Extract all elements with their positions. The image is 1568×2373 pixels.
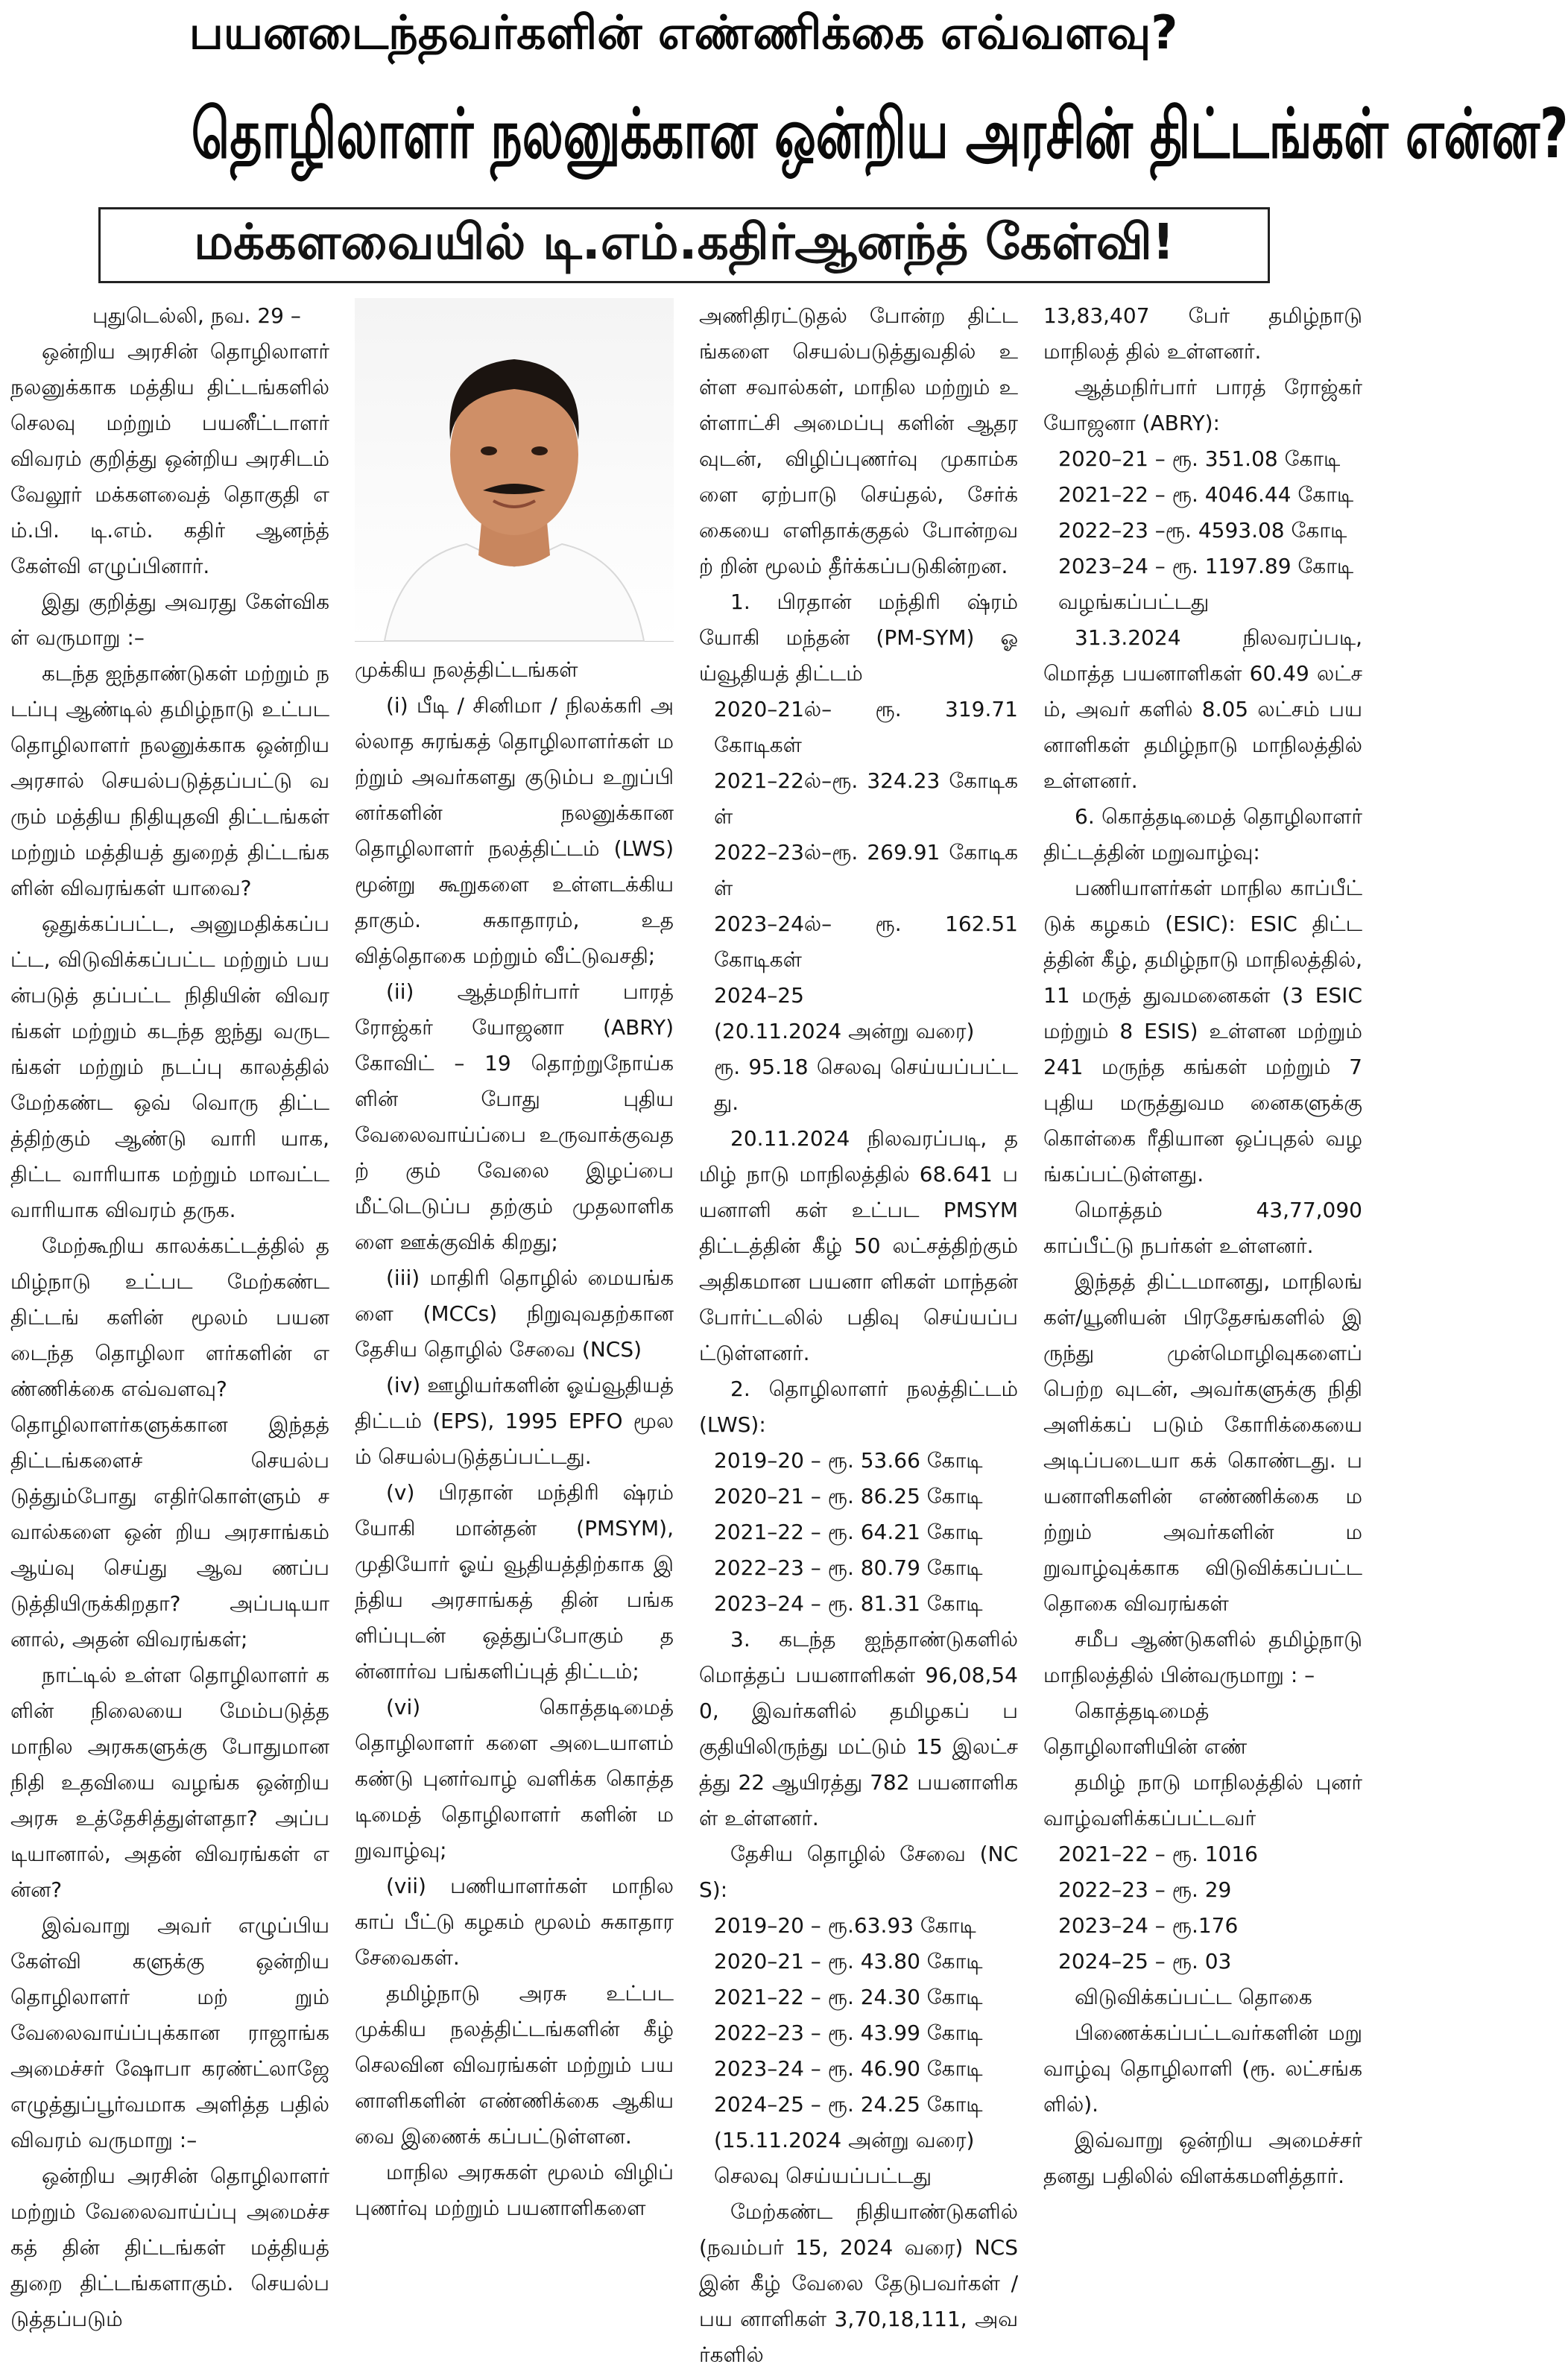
list-item: 2022–23 – ரூ. 80.79 கோடி [714, 1555, 983, 1580]
paragraph: மொத்தம் 43,77,090 காப்பீட்டு நபர்கள் உள்ளனர். [1043, 1198, 1362, 1258]
portrait-illustration [355, 298, 674, 641]
paragraph: தேசிய தொழில் சேவை (NCS): [699, 1842, 1018, 1902]
paragraph: விடுவிக்கப்பட்ட தொகை [1075, 1985, 1312, 2009]
article-column-4 [1043, 298, 1362, 2188]
article-column-2 [355, 298, 674, 2220]
paragraph: மேற்கூறிய காலக்கட்டத்தில் தமிழ்நாடு உட்பட மேற்கண்ட திட்டங் களின் மூலம் பயனடைந்த தொழிலா ளர்களின் எண்ணிக்கை எவ்வளவு? [10, 1233, 329, 1401]
paragraph: இந்தத் திட்டமானது, மாநிலங் கள்/யூனியன் பிரதேசங்களில் இருந்து முன்மொழிவுகளைப் பெற்ற வுடன், அவர்களுக்கு நிதி அளிக்கப் படும் கோரிக்கையை அடிப்படையா கக் கொண்டது. பயனாளிகளின் எண்ணிக்கை மற்றும் அவர்களின் மறுவாழ்வுக்காக விடுவிக்கப்பட்ட தொகை விவரங்கள் [1043, 1269, 1362, 1616]
paragraph: (iv) ஊழியர்களின் ஓய்வூதியத் திட்டம் (EPS), 1995 EPFO மூலம் செயல்படுத்தப்பட்டது. [355, 1373, 674, 1469]
paragraph: மாநில அரசுகள் மூலம் விழிப் புணர்வு மற்றும் பயனாளிகளை [355, 2160, 674, 2220]
list-item: 2021–22 – ரூ. 1016 [1058, 1842, 1258, 1866]
list-item: 2020–21 – ரூ. 43.80 கோடி [714, 1949, 983, 1974]
paragraph: மேற்கண்ட நிதியாண்டுகளில் (நவம்பர் 15, 2024 வரை) NCS இன் கீழ் வேலை தேடுபவர்கள் / பய னாளிகள் 3,70,18,111, அவர்களில் [699, 2199, 1018, 2367]
paragraph: 13,83,407 பேர் தமிழ்நாடு மாநிலத் தில் உள்ளனர். [1043, 303, 1362, 364]
list-item: 2023–24 – ரூ. 46.90 கோடி [714, 2056, 983, 2081]
list-item: 2022–23ல்–ரூ. 269.91 கோடிகள் [714, 840, 1018, 900]
list-item: செலவு செய்யப்பட்டது [714, 2164, 932, 2188]
dateline: புதுடெல்லி, நவ. 29 – [92, 303, 301, 328]
subhead-box [98, 207, 1270, 283]
paragraph: பணியாளர்கள் மாநில காப்பீட் டுக் கழகம் (ESIC): ESIC திட்டத்தின் கீழ், தமிழ்நாடு மாநிலத்தில், 11 மருத் துவமனைகள் (3 ESIC மற்றும் 8 ESIS) உள்ளன மற்றும் 241 மருந்த கங்கள் மற்றும் 7 புதிய மருத்துவம னைகளுக்கு கொள்கை ரீதியான ஒப்புதல் வழங்கப்பட்டுள்ளது. [1043, 876, 1362, 1186]
paragraph: கடந்த ஐந்தாண்டுகள் மற்றும் நடப்பு ஆண்டில் தமிழ்நாடு உட்பட தொழிலாளர் நலனுக்காக ஒன்றிய அரசால் செயல்படுத்தப்பட்டு வரும் மத்திய நிதியுதவி திட்டங்கள் மற்றும் மத்தியத் துறைத் திட்டங்களின் விவரங்கள் யாவை? [10, 661, 329, 900]
paragraph: (ii) ஆத்மநிர்பார் பாரத் ரோஜ்கர் யோஜனா (ABRY) கோவிட் – 19 தொற்றுநோய்களின் போது புதிய வேலைவாய்ப்பை உருவாக்குவதற் கும் வேலை இழப்பை மீட்டெடுப்ப தற்கும் முதலாளிகளை ஊக்குவிக் கிறது; [355, 979, 674, 1254]
main-headline: தொழிலாளர் நலனுக்கான ஒன்றிய அரசின் திட்டங்கள் என்ன? [191, 94, 1568, 174]
paragraph: அணிதிரட்டுதல் போன்ற திட்டங்களை செயல்படுத்துவதில் உள்ள சவால்கள், மாநில மற்றும் உள்ளாட்சி அமைப்பு களின் ஆதரவுடன், விழிப்புணர்வு முகாம்களை ஏற்பாடு செய்தல், சேர்க் கையை எளிதாக்குதல் போன்றவற் றின் மூலம் தீர்க்கப்படுகின்றன. [699, 303, 1018, 578]
paragraph: இவ்வாறு ஒன்றிய அமைச்சர் தனது பதிலில் விளக்கமளித்தார். [1043, 2128, 1362, 2188]
paragraph: சமீப ஆண்டுகளில் தமிழ்நாடு மாநிலத்தில் பின்வருமாறு : – [1043, 1627, 1362, 1687]
paragraph: 2. தொழிலாளர் நலத்திட்டம் (LWS): [699, 1377, 1018, 1437]
list-item: 2020–21 – ரூ. 86.25 கோடி [714, 1484, 983, 1508]
paragraph: 31.3.2024 நிலவரப்படி, மொத்த பயனாளிகள் 60.49 லட்சம், அவர் களில் 8.05 லட்சம் பயனாளிகள் தமிழ்நாடு மாநிலத்தில் உள்ளனர். [1043, 625, 1362, 793]
list-item: 2023–24ல்– ரூ. 162.51 கோடிகள் [714, 911, 1018, 972]
list-item: 2021–22 – ரூ. 4046.44 கோடி [1058, 482, 1354, 507]
list-item: 2020–21 – ரூ. 351.08 கோடி [1058, 446, 1341, 471]
list-item: 2019–20 – ரூ. 53.66 கோடி [714, 1448, 983, 1473]
paragraph: இது குறித்து அவரது கேள்விகள் வருமாறு :– [10, 590, 329, 650]
list-item: 2024–25 – ரூ. 03 [1058, 1949, 1232, 1974]
list-item: 2021–22 – ரூ. 24.30 கோடி [714, 1985, 983, 2009]
paragraph: (i) பீடி / சினிமா / நிலக்கரி அல்லாத சுரங்கத் தொழிலாளர்கள் மற்றும் அவர்களது குடும்ப உறுப்பி னர்களின் நலனுக்கான தொழிலாளர் நலத்திட்டம் (LWS) மூன்று கூறுகளை உள்ளடக்கியதாகும். சுகாதாரம், உதவித்தொகை மற்றும் வீட்டுவசதி; [355, 693, 674, 968]
list-item: 2021–22ல்–ரூ. 324.23 கோடிகள் [714, 768, 1018, 829]
paragraph: ஒன்றிய அரசின் தொழிலாளர் மற்றும் வேலைவாய்ப்பு அமைச்சகத் தின் திட்டங்கள் மத்தியத் துறை திட்டங்களாகும். செயல்படுத்தப்படும் [10, 2164, 329, 2331]
paragraph: தமிழ் நாடு மாநிலத்தில் புனர் வாழ்வளிக்கப்பட்டவர் [1043, 1770, 1362, 1830]
list-item: 2021–22 – ரூ. 64.21 கோடி [714, 1520, 983, 1544]
paragraph: (vii) பணியாளர்கள் மாநில காப் பீட்டு கழகம் மூலம் சுகாதார சேவைகள். [355, 1874, 674, 1970]
paragraph: (iii) மாதிரி தொழில் மையங்களை (MCCs) நிறுவுவதற்கான தேசிய தொழில் சேவை (NCS) [355, 1266, 674, 1362]
list-item: 2023–24 – ரூ. 1197.89 கோடி [1058, 554, 1354, 578]
paragraph: (vi) கொத்தடிமைத் தொழிலாளர் களை அடையாளம் கண்டு புனர்வாழ் வளிக்க கொத்தடிமைத் தொழிலாளர் களின் மறுவாழ்வு; [355, 1695, 674, 1862]
paragraph: நாட்டில் உள்ள தொழிலாளர் களின் நிலையை மேம்படுத்த மாநில அரசுகளுக்கு போதுமான நிதி உதவியை வழங்க ஒன்றிய அரசு உத்தேசித்துள்ளதா? அப்படியானால், அதன் விவரங்கள் என்ன? [10, 1663, 329, 1902]
list-item: ரூ. 95.18 செலவு செய்யப்பட்டது. [714, 1055, 1018, 1115]
list-item: 2023–24 – ரூ.176 [1058, 1913, 1239, 1938]
subhead: மக்களவையில் டி.எம்.கதிர்ஆனந்த் கேள்வி! [194, 213, 1175, 271]
list-item: வழங்கப்பட்டது [1058, 590, 1210, 614]
paragraph: ஆத்மநிர்பார் பாரத் ரோஜ்கர் யோஜனா (ABRY): [1043, 375, 1362, 435]
paragraph: கொத்தடிமைத் தொழிலாளியின் எண் [1043, 1699, 1248, 1759]
paragraph: 3. கடந்த ஐந்தாண்டுகளில் மொத்தப் பயனாளிகள் 96,08,540, இவர்களில் தமிழகப் பகுதியிலிருந்து மட்டும் 15 இலட்சத்து 22 ஆயிரத்து 782 பயனாளிகள் உள்ளனர். [699, 1627, 1018, 1830]
paragraph: 1. பிரதான் மந்திரி ஷ்ரம் யோகி மந்தன் (PM-SYM) ஓய்வூதியத் திட்டம் [699, 590, 1018, 686]
list-item: 2022–23 – ரூ. 43.99 கோடி [714, 2020, 983, 2045]
article-column-1 [10, 298, 329, 2331]
list-item: 2024–25 [714, 983, 804, 1008]
list-item: 2020–21ல்– ரூ. 319.71 கோடிகள் [714, 697, 1018, 757]
portrait-photo [355, 298, 674, 642]
paragraph: 6. கொத்தடிமைத் தொழிலாளர் திட்டத்தின் மறுவாழ்வு: [1043, 804, 1362, 865]
list-item: 2022–23 –ரூ. 4593.08 கோடி [1058, 518, 1347, 543]
list-item: 2023–24 – ரூ. 81.31 கோடி [714, 1591, 983, 1616]
paragraph: இவ்வாறு அவர் எழுப்பிய கேள்வி களுக்கு ஒன்றிய தொழிலாளர் மற் றும் வேலைவாய்ப்புக்கான ராஜாங்க அமைச்சர் ஷோபா கரண்ட்லாஜே எழுத்துப்பூர்வமாக அளித்த பதில் விவரம் வருமாறு :– [10, 1913, 329, 2152]
paragraph: ஒதுக்கப்பட்ட, அனுமதிக்கப்பட்ட, விடுவிக்கப்பட்ட மற்றும் பயன்படுத் தப்பட்ட நிதியின் விவரங்கள் மற்றும் கடந்த ஐந்து வருடங்கள் மற்றும் நடப்பு காலத்தில் மேற்கண்ட ஒவ் வொரு திட்டத்திற்கும் ஆண்டு வாரி யாக, திட்ட வாரியாக மற்றும் மாவட்ட வாரியாக விவரம் தருக. [10, 911, 329, 1222]
article-column-3 [699, 298, 1018, 2367]
paragraph: தமிழ்நாடு அரசு உட்பட முக்கிய நலத்திட்டங்களின் கீழ் செலவின விவரங்கள் மற்றும் பயனாளிகளின் எண்ணிக்கை ஆகியவை இணைக் கப்பட்டுள்ளன. [355, 1981, 674, 2149]
photo-caption: முக்கிய நலத்திட்டங்கள் [355, 657, 578, 682]
paragraph: 20.11.2024 நிலவரப்படி, தமிழ் நாடு மாநிலத்தில் 68.641 பயனாளி கள் உட்பட PMSYM திட்டத்தின் கீழ் 50 லட்சத்திற்கும் அதிகமான பயனா ளிகள் மாந்தன் போர்ட்டலில் பதிவு செய்யப்பட்டுள்ளனர். [699, 1126, 1018, 1365]
paragraph: தொழிலாளர்களுக்கான இந்தத் திட்டங்களைச் செயல்படுத்தும்போது எதிர்கொள்ளும் சவால்களை ஒன் றிய அரசாங்கம் ஆய்வு செய்து ஆவ ணப்படுத்தியிருக்கிறதா? அப்படியா னால், அதன் விவரங்கள்; [10, 1412, 329, 1652]
list-item: 2019–20 – ரூ.63.93 கோடி [714, 1913, 976, 1938]
list-item: (15.11.2024 அன்று வரை) [714, 2128, 975, 2152]
list-item: 2022–23 – ரூ. 29 [1058, 1877, 1232, 1902]
list-item: 2024–25 – ரூ. 24.25 கோடி [714, 2092, 983, 2117]
list-item: (20.11.2024 அன்று வரை) [714, 1019, 975, 1043]
paragraph: (v) பிரதான் மந்திரி ஷ்ரம் யோகி மான்தன் (PMSYM), முதியோர் ஓய் வூதியத்திற்காக இந்திய அரசாங்கத் தின் பங்களிப்புடன் ஒத்துப்போகும் தன்னார்வ பங்களிப்புத் திட்டம்; [355, 1480, 674, 1684]
paragraph: பிணைக்கப்பட்டவர்களின் மறு வாழ்வு தொழிலாளி (ரூ. லட்சங்களில்). [1043, 2020, 1362, 2117]
paragraph: ஒன்றிய அரசின் தொழிலாளர் நலனுக்காக மத்திய திட்டங்களில் செலவு மற்றும் பயனீட்டாளர் விவரம் குறித்து ஒன்றிய அரசிடம் வேலூர் மக்களவைத் தொகுதி எம்.பி. டி.எம். கதிர் ஆனந்த் கேள்வி எழுப்பினார். [10, 339, 329, 578]
kicker-headline: பயனடைந்தவர்களின் எண்ணிக்கை எவ்வளவு? [189, 5, 1178, 60]
